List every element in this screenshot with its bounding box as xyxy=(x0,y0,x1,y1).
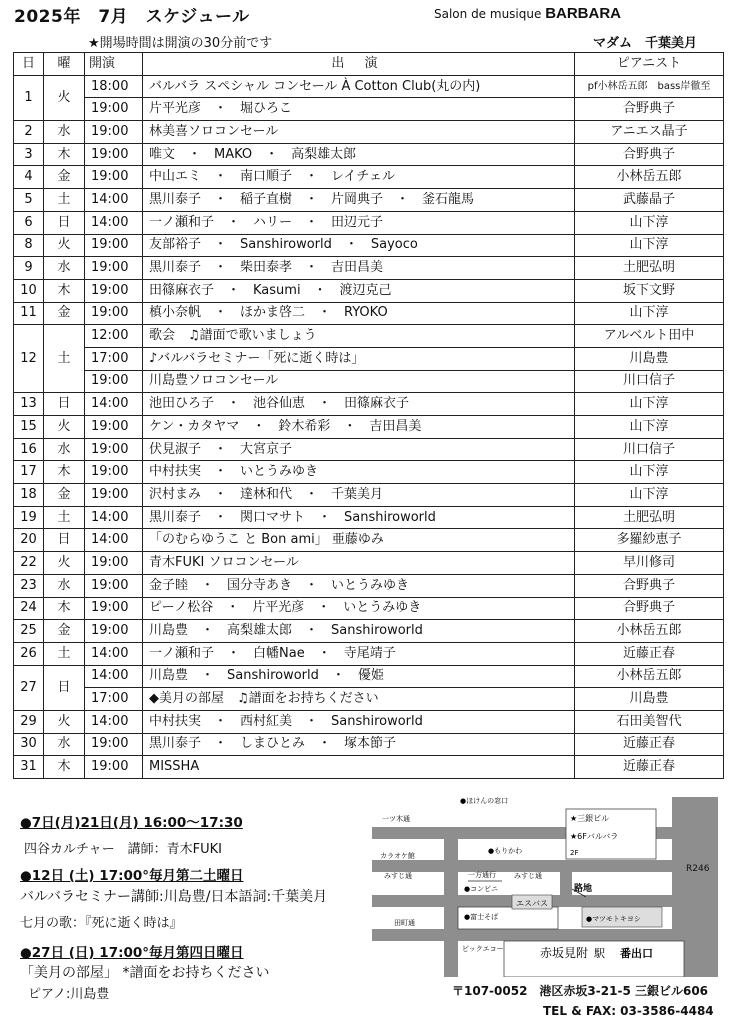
time-cell: 19:00 xyxy=(85,461,143,484)
dow-cell: 水 xyxy=(44,257,85,280)
time-cell: 19:00 xyxy=(85,620,143,643)
map-r246: R246 xyxy=(686,864,710,874)
pianist-cell: 小林岳五郎 xyxy=(575,665,724,688)
table-row xyxy=(14,529,724,552)
performer-cell: バルバラ スペシャル コンセール À Cotton Club(丸の内) xyxy=(143,75,575,98)
day-cell: 8 xyxy=(14,234,44,257)
room-date: ●27日 (日) 17:00 xyxy=(20,945,143,961)
time-cell: 14:00 xyxy=(85,642,143,665)
map-one-way: 一方通行 xyxy=(468,871,496,879)
pianist-cell: 早川修司 xyxy=(575,552,724,575)
dow-cell: 火 xyxy=(44,234,85,257)
pianist-cell: 川口信子 xyxy=(575,438,724,461)
time-cell: 19:00 xyxy=(85,756,143,779)
pianist-cell: 山下淳 xyxy=(575,461,724,484)
dow-cell: 火 xyxy=(44,75,85,120)
day-cell: 19 xyxy=(14,506,44,529)
table-row xyxy=(14,597,724,620)
monthly-song: 七月の歌：『死に逝く時は』 xyxy=(20,916,183,931)
pianist-cell: 近藤正春 xyxy=(575,642,724,665)
room-piano: ピアノ:川島豊 xyxy=(28,987,110,1002)
pianist-cell: 武藤晶子 xyxy=(575,189,724,212)
day-cell: 16 xyxy=(14,438,44,461)
performer-cell: 中村扶実 ・ いとうみゆき xyxy=(143,461,575,484)
table-row xyxy=(14,234,724,257)
pianist-cell: 山下淳 xyxy=(575,302,724,325)
performer-cell: 友部裕子 ・ Sanshiroworld ・ Sayoco xyxy=(143,234,575,257)
map-morikawa: ●もりかわ xyxy=(488,847,523,855)
pianist-cell: 坂下文野 xyxy=(575,279,724,302)
pianist-cell: アルベルト田中 xyxy=(575,325,724,348)
performer-cell: 中村扶実 ・ 西村紅美 ・ Sanshiroworld xyxy=(143,710,575,733)
table-row xyxy=(14,461,724,484)
time-cell: 19:00 xyxy=(85,438,143,461)
map-station-suffix: 駅 xyxy=(594,947,605,960)
performer-cell: ピーノ松谷 ・ 片平光彦 ・ いとうみゆき xyxy=(143,597,575,620)
pianist-cell: 山下淳 xyxy=(575,393,724,416)
table-row xyxy=(14,756,724,779)
pianist-cell: 合野典子 xyxy=(575,597,724,620)
map-misuji-mid: みすじ通 xyxy=(514,872,542,880)
dow-cell: 火 xyxy=(44,710,85,733)
pianist-cell: 土肥弘明 xyxy=(575,257,724,280)
time-cell: 19:00 xyxy=(85,597,143,620)
map-hoken: ●ほけんの窓口 xyxy=(460,797,509,805)
header-dow: 曜 xyxy=(44,53,85,76)
performer-cell: 唯文 ・ MAKO ・ 高梨雄太郎 xyxy=(143,143,575,166)
table-row xyxy=(14,189,724,212)
performer-cell: 黒川泰子 ・ 稲子直樹 ・ 片岡典子 ・ 釜石龍馬 xyxy=(143,189,575,212)
pianist-cell: 多羅紗恵子 xyxy=(575,529,724,552)
dow-cell: 木 xyxy=(44,143,85,166)
seminar-heading xyxy=(20,864,244,884)
table-row xyxy=(14,166,724,189)
time-cell: 19:00 xyxy=(85,574,143,597)
performer-cell: 池田ひろ子 ・ 池谷仙恵 ・ 田篠麻衣子 xyxy=(143,393,575,416)
map-floor2: 2F xyxy=(570,849,579,857)
table-row xyxy=(14,438,724,461)
table-row xyxy=(14,370,724,393)
dow-cell: 日 xyxy=(44,665,85,710)
dow-cell: 金 xyxy=(44,484,85,507)
time-cell: 19:00 xyxy=(85,143,143,166)
table-header-row xyxy=(14,53,724,76)
day-cell: 17 xyxy=(14,461,44,484)
seminar-lecturers: 講師:川島豊/日本語詞:千葉美月 xyxy=(131,889,328,905)
dow-cell: 土 xyxy=(44,642,85,665)
day-cell: 11 xyxy=(14,302,44,325)
table-row xyxy=(14,121,724,144)
table-row xyxy=(14,302,724,325)
dow-cell: 日 xyxy=(44,393,85,416)
performer-cell: 黒川泰子 ・ 関口マサト ・ Sanshiroworld xyxy=(143,506,575,529)
performer-cell: 片平光彦 ・ 堀ひろこ xyxy=(143,98,575,121)
performer-cell: 金子睦 ・ 国分寺あき ・ いとうみゆき xyxy=(143,574,575,597)
opening-notice: ★開場時間は開演の30分前です xyxy=(88,36,273,51)
table-row xyxy=(14,506,724,529)
table-row xyxy=(14,688,724,711)
map-fujisoba: ●富士そば xyxy=(464,913,499,921)
map-esubasu: エスバス xyxy=(516,899,548,908)
seminar-title-line xyxy=(20,886,327,906)
performer-cell: MISSHA xyxy=(143,756,575,779)
header-performer: 出 演 xyxy=(143,53,575,76)
map-exit: 番出口 xyxy=(620,947,653,960)
pianist-cell: 近藤正春 xyxy=(575,756,724,779)
pianist-cell: 合野典子 xyxy=(575,143,724,166)
time-cell: 19:00 xyxy=(85,279,143,302)
performer-cell: 川島豊ソロコンセール xyxy=(143,370,575,393)
time-cell: 18:00 xyxy=(85,75,143,98)
dow-cell: 金 xyxy=(44,620,85,643)
time-cell: 14:00 xyxy=(85,189,143,212)
day-cell: 9 xyxy=(14,257,44,280)
table-row xyxy=(14,98,724,121)
seminar-date: ●12日 (土) 17:00 xyxy=(20,868,143,884)
schedule-body xyxy=(14,75,724,778)
performer-cell: 黒川泰子 ・ 柴田泰孝 ・ 吉田昌美 xyxy=(143,257,575,280)
day-cell: 3 xyxy=(14,143,44,166)
table-row xyxy=(14,393,724,416)
room-heading xyxy=(20,941,244,961)
day-cell: 10 xyxy=(14,279,44,302)
time-cell: 14:00 xyxy=(85,506,143,529)
header-pianist: ピアニスト xyxy=(575,53,724,76)
time-cell: 14:00 xyxy=(85,665,143,688)
dow-cell: 土 xyxy=(44,189,85,212)
day-cell: 27 xyxy=(14,665,44,710)
time-cell: 19:00 xyxy=(85,98,143,121)
pianist-cell: 山下淳 xyxy=(575,234,724,257)
time-cell: 14:00 xyxy=(85,393,143,416)
pianist-cell: pf小林岳五郎 bass岸徹至 xyxy=(575,75,724,98)
day-cell: 30 xyxy=(14,733,44,756)
table-row xyxy=(14,211,724,234)
dow-cell: 水 xyxy=(44,733,85,756)
pianist-cell: 土肥弘明 xyxy=(575,506,724,529)
performer-cell: 一ノ瀬和子 ・ ハリー ・ 田辺元子 xyxy=(143,211,575,234)
table-row xyxy=(14,574,724,597)
day-cell: 25 xyxy=(14,620,44,643)
performer-cell: 川島豊 ・ Sanshiroworld ・ 優姫 xyxy=(143,665,575,688)
performer-cell: 「のむらゆうこ と Bon ami」 亜藤ゆみ xyxy=(143,529,575,552)
map-matsumoto: ●マツモトキヨシ xyxy=(586,915,641,923)
performer-cell: 伏見淑子 ・ 大宮京子 xyxy=(143,438,575,461)
table-row xyxy=(14,665,724,688)
pianist-cell: 山下淳 xyxy=(575,484,724,507)
salon-name xyxy=(434,5,621,22)
dow-cell: 土 xyxy=(44,506,85,529)
map-sanginbiru: ★三銀ビル xyxy=(570,814,610,823)
pianist-cell: 石田美智代 xyxy=(575,710,724,733)
dow-cell: 水 xyxy=(44,438,85,461)
table-row xyxy=(14,620,724,643)
seminar-title: バルバラセミナー xyxy=(20,889,132,905)
table-row xyxy=(14,552,724,575)
table-row xyxy=(14,75,724,98)
map-tamachi: 田町通 xyxy=(394,919,415,927)
map-roji: 路地 xyxy=(574,884,593,894)
time-cell: 19:00 xyxy=(85,302,143,325)
performer-cell: ケン・カタヤマ ・ 鈴木希彩 ・ 吉田昌美 xyxy=(143,416,575,439)
map-misuji-left: みすじ通 xyxy=(384,872,412,880)
day-cell: 26 xyxy=(14,642,44,665)
day-cell: 2 xyxy=(14,121,44,144)
day-cell: 23 xyxy=(14,574,44,597)
table-row xyxy=(14,642,724,665)
day-cell: 18 xyxy=(14,484,44,507)
performer-cell: 黒川泰子 ・ しまひとみ ・ 塚本節子 xyxy=(143,733,575,756)
road-tamachi xyxy=(372,929,672,941)
room-note: °毎月第四日曜日 xyxy=(142,945,244,961)
room-title: 「美月の部屋」 *譜面をお持ちください xyxy=(20,965,270,981)
dow-cell: 金 xyxy=(44,302,85,325)
day-cell: 15 xyxy=(14,416,44,439)
access-map xyxy=(372,797,718,977)
performer-cell: 中山エミ ・ 南口順子 ・ レイチェル xyxy=(143,166,575,189)
header-day: 日 xyxy=(14,53,44,76)
day-cell: 24 xyxy=(14,597,44,620)
time-cell: 19:00 xyxy=(85,166,143,189)
time-cell: 19:00 xyxy=(85,733,143,756)
pianist-cell: 合野典子 xyxy=(575,574,724,597)
performer-cell: 沢村まみ ・ 達林和代 ・ 千葉美月 xyxy=(143,484,575,507)
pianist-cell: 川島豊 xyxy=(575,688,724,711)
time-cell: 19:00 xyxy=(85,416,143,439)
day-cell: 13 xyxy=(14,393,44,416)
table-row xyxy=(14,416,724,439)
map-convenience: ●コンビニ xyxy=(464,885,499,893)
pianist-cell: 小林岳五郎 xyxy=(575,166,724,189)
pianist-cell: 山下淳 xyxy=(575,416,724,439)
pianist-cell: 近藤正春 xyxy=(575,733,724,756)
dow-cell: 日 xyxy=(44,529,85,552)
day-cell: 1 xyxy=(14,75,44,120)
dow-cell: 日 xyxy=(44,211,85,234)
day-cell: 22 xyxy=(14,552,44,575)
map-big-echo: ビックエコー xyxy=(462,945,504,953)
day-cell: 5 xyxy=(14,189,44,212)
time-cell: 19:00 xyxy=(85,257,143,280)
pianist-cell: 山下淳 xyxy=(575,211,724,234)
performer-cell: 槙小奈帆 ・ ほかま啓二 ・ RYOKO xyxy=(143,302,575,325)
performer-cell: 一ノ瀬和子 ・ 白幡Nae ・ 寺尾靖子 xyxy=(143,642,575,665)
dow-cell: 金 xyxy=(44,166,85,189)
performer-cell: 林美喜ソロコンセール xyxy=(143,121,575,144)
dow-cell: 木 xyxy=(44,461,85,484)
performer-cell: 青木FUKI ソロコンセール xyxy=(143,552,575,575)
day-cell: 12 xyxy=(14,325,44,393)
performer-cell: 歌会 ♫譜面で歌いましょう xyxy=(143,325,575,348)
culture-heading: ●7日(月)21日(月) 16:00～17:30 xyxy=(20,815,243,831)
time-cell: 19:00 xyxy=(85,552,143,575)
table-row xyxy=(14,143,724,166)
pianist-cell: 川口信子 xyxy=(575,370,724,393)
time-cell: 14:00 xyxy=(85,211,143,234)
table-row xyxy=(14,325,724,348)
map-karaoke: カラオケ館 xyxy=(380,852,415,860)
table-row xyxy=(14,484,724,507)
pianist-cell: 合野典子 xyxy=(575,98,724,121)
time-cell: 17:00 xyxy=(85,347,143,370)
table-row xyxy=(14,710,724,733)
pianist-cell: 小林岳五郎 xyxy=(575,620,724,643)
madam-name: マダム 千葉美月 xyxy=(593,36,698,51)
address: 〒107-0052 港区赤坂3-21-5 三銀ビル606 xyxy=(452,984,709,998)
day-cell: 4 xyxy=(14,166,44,189)
dow-cell: 火 xyxy=(44,416,85,439)
time-cell: 19:00 xyxy=(85,121,143,144)
map-station: 赤坂見附 xyxy=(540,946,589,960)
dow-cell: 水 xyxy=(44,574,85,597)
performer-cell: ◆美月の部屋 ♫譜面をお持ちください xyxy=(143,688,575,711)
time-cell: 19:00 xyxy=(85,370,143,393)
time-cell: 19:00 xyxy=(85,234,143,257)
day-cell: 29 xyxy=(14,710,44,733)
day-cell: 6 xyxy=(14,211,44,234)
performer-cell: ♪バルバラセミナー「死に逝く時は」 xyxy=(143,347,575,370)
salon-brand: BARBARA xyxy=(545,5,622,22)
seminar-note: °毎月第二土曜日 xyxy=(142,868,244,884)
road-upper xyxy=(372,860,672,872)
alley xyxy=(560,867,572,907)
dow-cell: 水 xyxy=(44,121,85,144)
road-vertical-left xyxy=(444,827,458,977)
schedule-table xyxy=(13,52,724,779)
dow-cell: 火 xyxy=(44,552,85,575)
time-cell: 12:00 xyxy=(85,325,143,348)
dow-cell: 木 xyxy=(44,279,85,302)
table-row xyxy=(14,257,724,280)
table-row xyxy=(14,279,724,302)
time-cell: 19:00 xyxy=(85,484,143,507)
table-row xyxy=(14,347,724,370)
day-cell: 20 xyxy=(14,529,44,552)
dow-cell: 木 xyxy=(44,597,85,620)
performer-cell: 川島豊 ・ 高梨雄太郎 ・ Sanshiroworld xyxy=(143,620,575,643)
table-row xyxy=(14,733,724,756)
map-barbara: ★6Fバルバラ xyxy=(570,832,619,841)
time-cell: 17:00 xyxy=(85,688,143,711)
day-cell: 31 xyxy=(14,756,44,779)
performer-cell: 田篠麻衣子 ・ Kasumi ・ 渡辺克己 xyxy=(143,279,575,302)
salon-prefix: Salon de musique xyxy=(434,7,546,21)
map-hitotsugi: 一ツ木通 xyxy=(382,815,410,823)
time-cell: 14:00 xyxy=(85,710,143,733)
pianist-cell: 川島豊 xyxy=(575,347,724,370)
tel-fax: TEL & FAX: 03-3586-4484 xyxy=(543,1004,714,1018)
dow-cell: 土 xyxy=(44,325,85,393)
page-title: 2025年 7月 スケジュール xyxy=(14,7,250,27)
time-cell: 14:00 xyxy=(85,529,143,552)
pianist-cell: アニエス晶子 xyxy=(575,121,724,144)
culture-body: 四谷カルチャー 講師：青木FUKI xyxy=(24,842,222,857)
header-time: 開演 xyxy=(85,53,143,76)
dow-cell: 木 xyxy=(44,756,85,779)
